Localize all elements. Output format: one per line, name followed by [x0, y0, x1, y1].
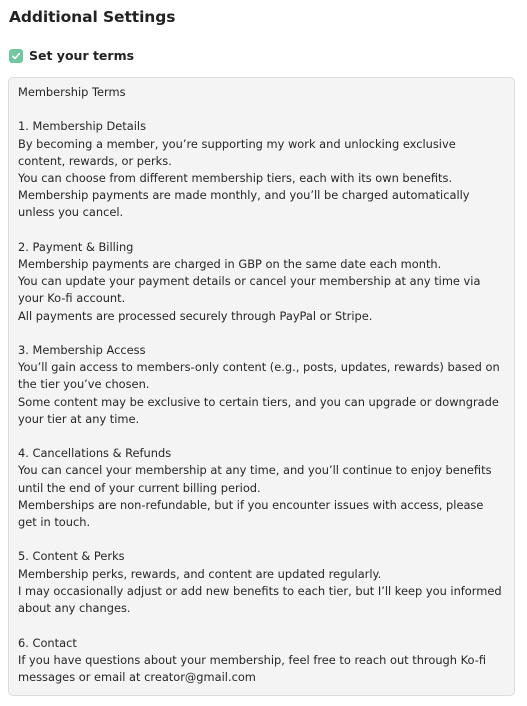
set-terms-toggle[interactable]: [9, 48, 134, 63]
checkmark-icon: [11, 51, 21, 61]
terms-checkbox-label: Set your terms: [29, 48, 135, 63]
section-title: Additional Settings: [9, 8, 176, 26]
membership-terms-textarea[interactable]: Membership Terms 1. Membership Details By becoming a member, you’re supporting my work and unlocking exclusive content, rewards, or perks. You can choose from different membership tiers, each with its own benefits. Membership payments are made monthly, and you’ll be charged automatically unless you cancel. 2. Payment & Billing Membership payments are charged in GBP on the same date each month. You can update your payment details or cancel your membership at any time via your Ko-fi account. All payments are processed securely through PayPal or Stripe. 3. Membership Access You’ll gain access to members-only content (e.g., posts, updates, rewards) based on the tier you’ve chosen. Some content may be exclusive to certain tiers, and you can upgrade or downgrade your tier at any time. 4. Cancellations & Refunds You can cancel your membership at any time, and you’ll continue to enjoy benefits until the end of your current billing period. Memberships are non-refundable, but if you encounter issues with access, please get in touch. 5. Content & Perks Membership perks, rewards, and content are updated regularly. I may occasionally adjust or add new benefits to each tier, but I’ll keep you informed about any changes. 6. Contact If you have questions about your membership, feel free to reach out through Ko-fi messages or email at creator@gmail.com: [8, 77, 515, 696]
terms-checkbox[interactable]: [9, 49, 23, 63]
